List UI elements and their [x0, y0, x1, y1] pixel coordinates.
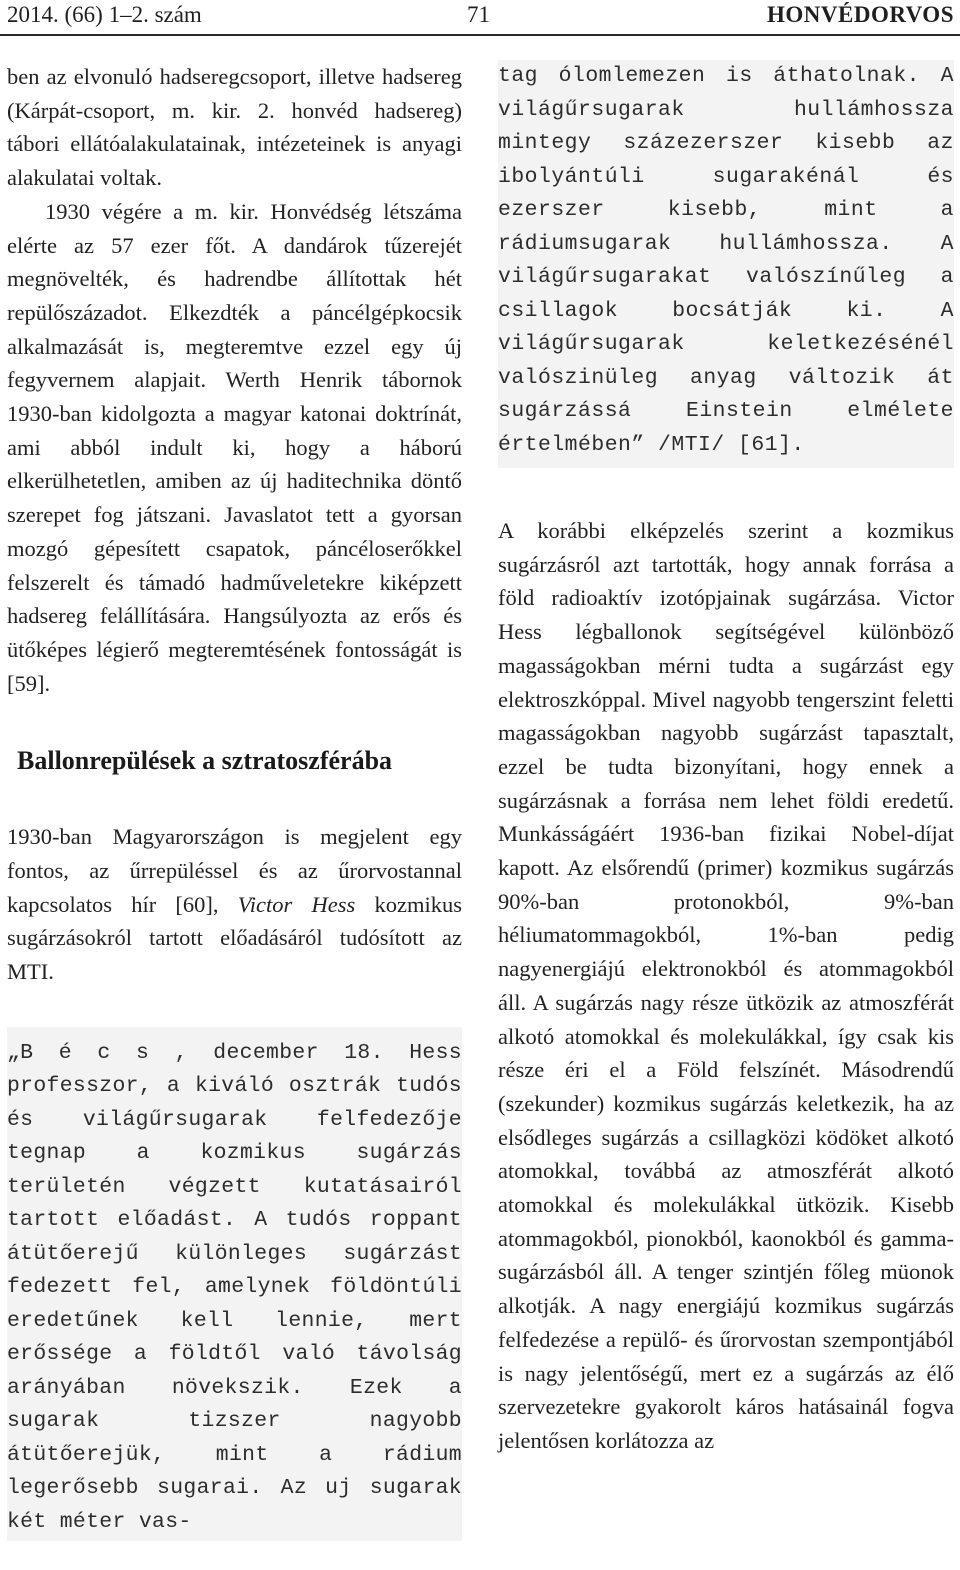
- hess-news-text-2: kozmikus sugárzásokról tartott előadásáról tudósított az MTI.: [7, 891, 462, 985]
- section-heading: Ballonrepülések a sztratoszférába: [17, 746, 393, 776]
- paragraph-intro: ben az elvonuló hadseregcsoport, illetve hadsereg (Kárpát-csoport, m. kir. 2. honvéd hadsereg) tábori ellátóalakulatainak, intézeteinek is anyagi alakulatai voltak.: [7, 64, 462, 191]
- mti-quote-continued-text: tag ólomlemezen is áthatolnak. A világűrsugarak hullámhossza mintegy százezerszer kisebb az ibolyántúli sugarakénál és ezerszer kisebb, mint a rádiumsugarak hullámhossza. A világűrsugarakat valószínűleg a csillagok bocsátják ki. A világűrsugarak keletkezésénél valószinüleg anyag változik át sugárzássá Einstein elmélete értelmében” /MTI/ [61].: [498, 64, 954, 457]
- page-number: 71: [467, 2, 490, 27]
- journal-title: HONVÉDORVOS: [767, 2, 954, 27]
- hess-news-text-1: 1930-ban Magyarországon is megjelent egy fontos, az űrrepüléssel és az űrorvostannal kapcsolatos hír [60],: [7, 824, 462, 917]
- paragraph-military: 1930 végére a m. kir. Honvédség létszáma elérte az 57 ezer főt. A dandárok tűzerejét megnövelték, és hadrendbe állítottak hét repülőszázadot. Elkezdték a páncélgépkocsik alkalmazását is, megteremtve ezzel egy új fegyvernem alapjait. Werth Henrik tábornok 1930-ban kidolgozta a magyar katonai doktrínát, ami abból indult ki, hogy a háború elkerülhetetlen, amiben az új haditechnika döntő szerepet fog játszani. Javaslatot tett a gyorsan mozgó gépesített csapatok, páncéloserőkkel felszerelt és támadó hadműveletekre kiképzett hadsereg felállítására. Hangsúlyozta az erős és ütőképes légierő megteremtésének fontosságát is [59].: [7, 198, 462, 696]
- victor-hess-name: Victor Hess: [237, 891, 356, 917]
- paragraph-cosmic-radiation: A korábbi elképzelés szerint a kozmikus sugárzásról azt tartották, hogy annak forrása a föld radioaktív izotópjainak sugárzása. Victor Hess légballonok segítségével különböző magasságokban mérni tudta a sugárzást egy elektroszkóppal. Mivel nagyobb tengerszint feletti magasságokban nagyobb sugárzást tapasztalt, ezzel be tudta bizonyítani, hogy ennek a sugárzásnak a forrása nem lehet földi eredetű. Munkásságáért 1936-ban fizikai Nobel-díjat kapott. Az elsőrendű (primer) kozmikus sugárzás 90%-ban protonokból, 9%-ban héliumatommagokból, 1%-ban pedig nagyenergiájú elektronokból és atommagokból áll. A sugárzás nagy része ütközik az atmoszférát alkotó atomokkal és molekulákkal, így csak kis része éri el a Föld felszínét. Másodrendű (szekunder) kozmikus sugárzás keletkezik, ha az elsődleges sugárzás a csillagközi ködöket alkotó atomokkal, továbbá az atmoszférát alkotó atomokkal és molekulákkal ütközik. Kisebb atommagokból, pionokból, kaonokból és gamma-sugárzásból áll. A tenger szintjén főleg müonok alkotják. A nagy energiájú kozmikus sugárzás felfedezése a repülő- és űrorvostan szempontjából is nagy jelentőségű, mert ez a sugárzás az élő szervezetekre gyakorolt káros hatásainál fogva jelentősen korlátozza az: [498, 518, 954, 1453]
- left-column: [7, 60, 462, 1541]
- issue-info: 2014. (66) 1–2. szám: [7, 2, 202, 27]
- page-header: [0, 0, 960, 36]
- mti-quote-text: „B é c s , december 18. Hess professzor, a kiváló osztrák tudós és világűrsugarak felfedezője tegnap a kozmikus sugárzás területén végzett kutatásairól tartott előadást. A tudós roppant átütőerejű különleges sugárzást fedezett fel, amelynek földöntúli eredetűnek kell lennie, mert erőssége a földtől való távolság arányában növekszik. Ezek a sugarak tizszer nagyobb átütőerejük, mint a rádium legerősebb sugarai. Az uj sugarak két méter vas-: [7, 1040, 462, 1534]
- right-column: [498, 60, 954, 1458]
- mti-quote-continued-box: [498, 60, 954, 468]
- paragraph-hess-news: [7, 820, 462, 989]
- mti-quote-box: [7, 1027, 462, 1542]
